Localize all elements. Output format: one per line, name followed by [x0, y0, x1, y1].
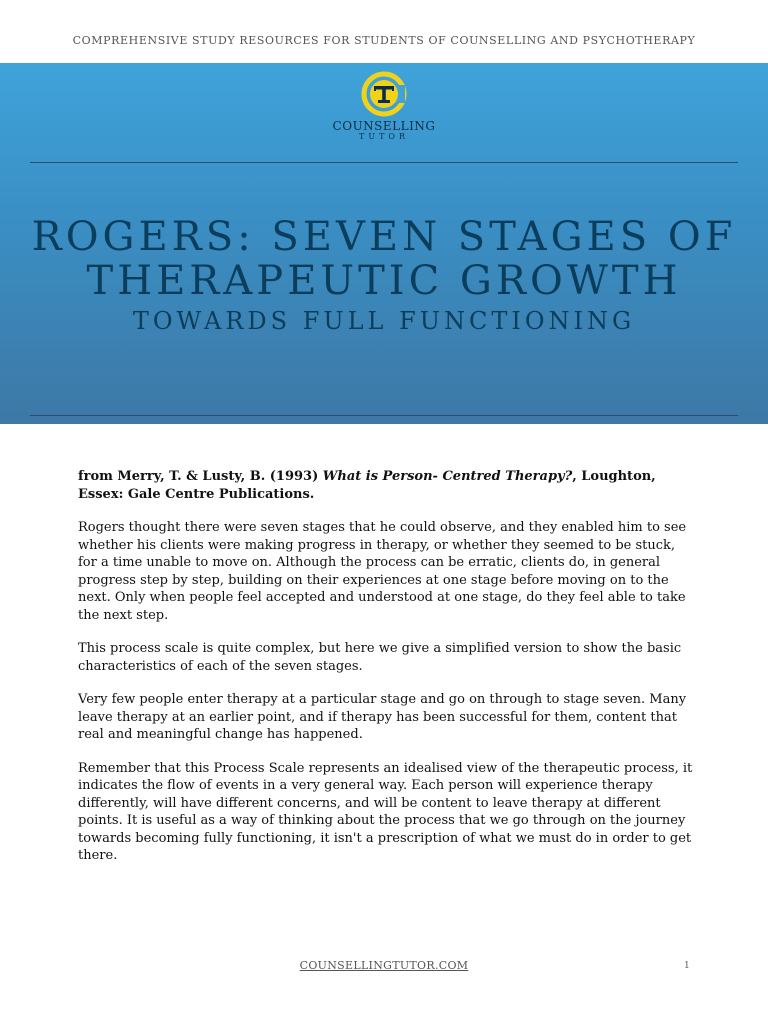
document-body	[78, 468, 693, 881]
footer-site-link[interactable]: COUNSELLINGTUTOR.COM	[299, 959, 469, 972]
logo	[0, 71, 768, 141]
ct-logo-icon	[361, 71, 407, 117]
paragraph: This process scale is quite complex, but here we give a simplified version to show the basic characteristics of each of the seven stages.	[78, 641, 682, 674]
header-tagline: COMPREHENSIVE STUDY RESOURCES FOR STUDENTS OF COUNSELLING AND PSYCHOTHERAPY	[72, 34, 696, 47]
title-banner	[0, 63, 768, 424]
citation-prefix: from Merry, T. & Lusty, B. (1993)	[78, 469, 323, 484]
citation-suffix: , Loughton, Essex: Gale Centre Publications.	[78, 469, 656, 502]
logo-word-tutor: TUTOR	[359, 132, 409, 141]
banner-rule-top	[30, 162, 738, 163]
citation-work: What is Person- Centred Therapy?	[322, 469, 573, 484]
paragraph: Rogers thought there were seven stages that he could observe, and they enabled him to see whether his clients were making progress in therapy, or whether they seemed to be stuck, for a time unable to move on. Although the process can be erratic, clients do, in general progress step by step, building on their experiences at one stage before moving on to the next. Only when people feel accepted and understood at one stage, do they feel able to take the next step.	[78, 520, 687, 623]
document-title	[0, 215, 768, 303]
citation	[78, 468, 693, 503]
paragraph: Very few people enter therapy at a particular stage and go on through to stage seven. Many leave therapy at an earlier point, and if therapy has been successful for them, content that real and meaningful change has happened.	[78, 692, 687, 742]
logo-word-counselling: COUNSELLING	[332, 119, 436, 133]
paragraph: Remember that this Process Scale represents an idealised view of the therapeutic process, it indicates the flow of events in a very general way. Each person will experience therapy differently, will have different concerns, and will be content to leave therapy at different points. It is useful as a way of thinking about the process that we go through on the journey towards becoming fully functioning, it isn't a prescription of what we must do in order to get there.	[78, 760, 693, 863]
banner-rule-bottom	[30, 415, 738, 416]
title-line-2: THERAPEUTIC GROWTH	[86, 258, 682, 304]
document-subtitle: TOWARDS FULL FUNCTIONING	[132, 307, 636, 335]
title-line-1: ROGERS: SEVEN STAGES OF	[31, 214, 737, 260]
page-number: 1	[684, 961, 690, 971]
